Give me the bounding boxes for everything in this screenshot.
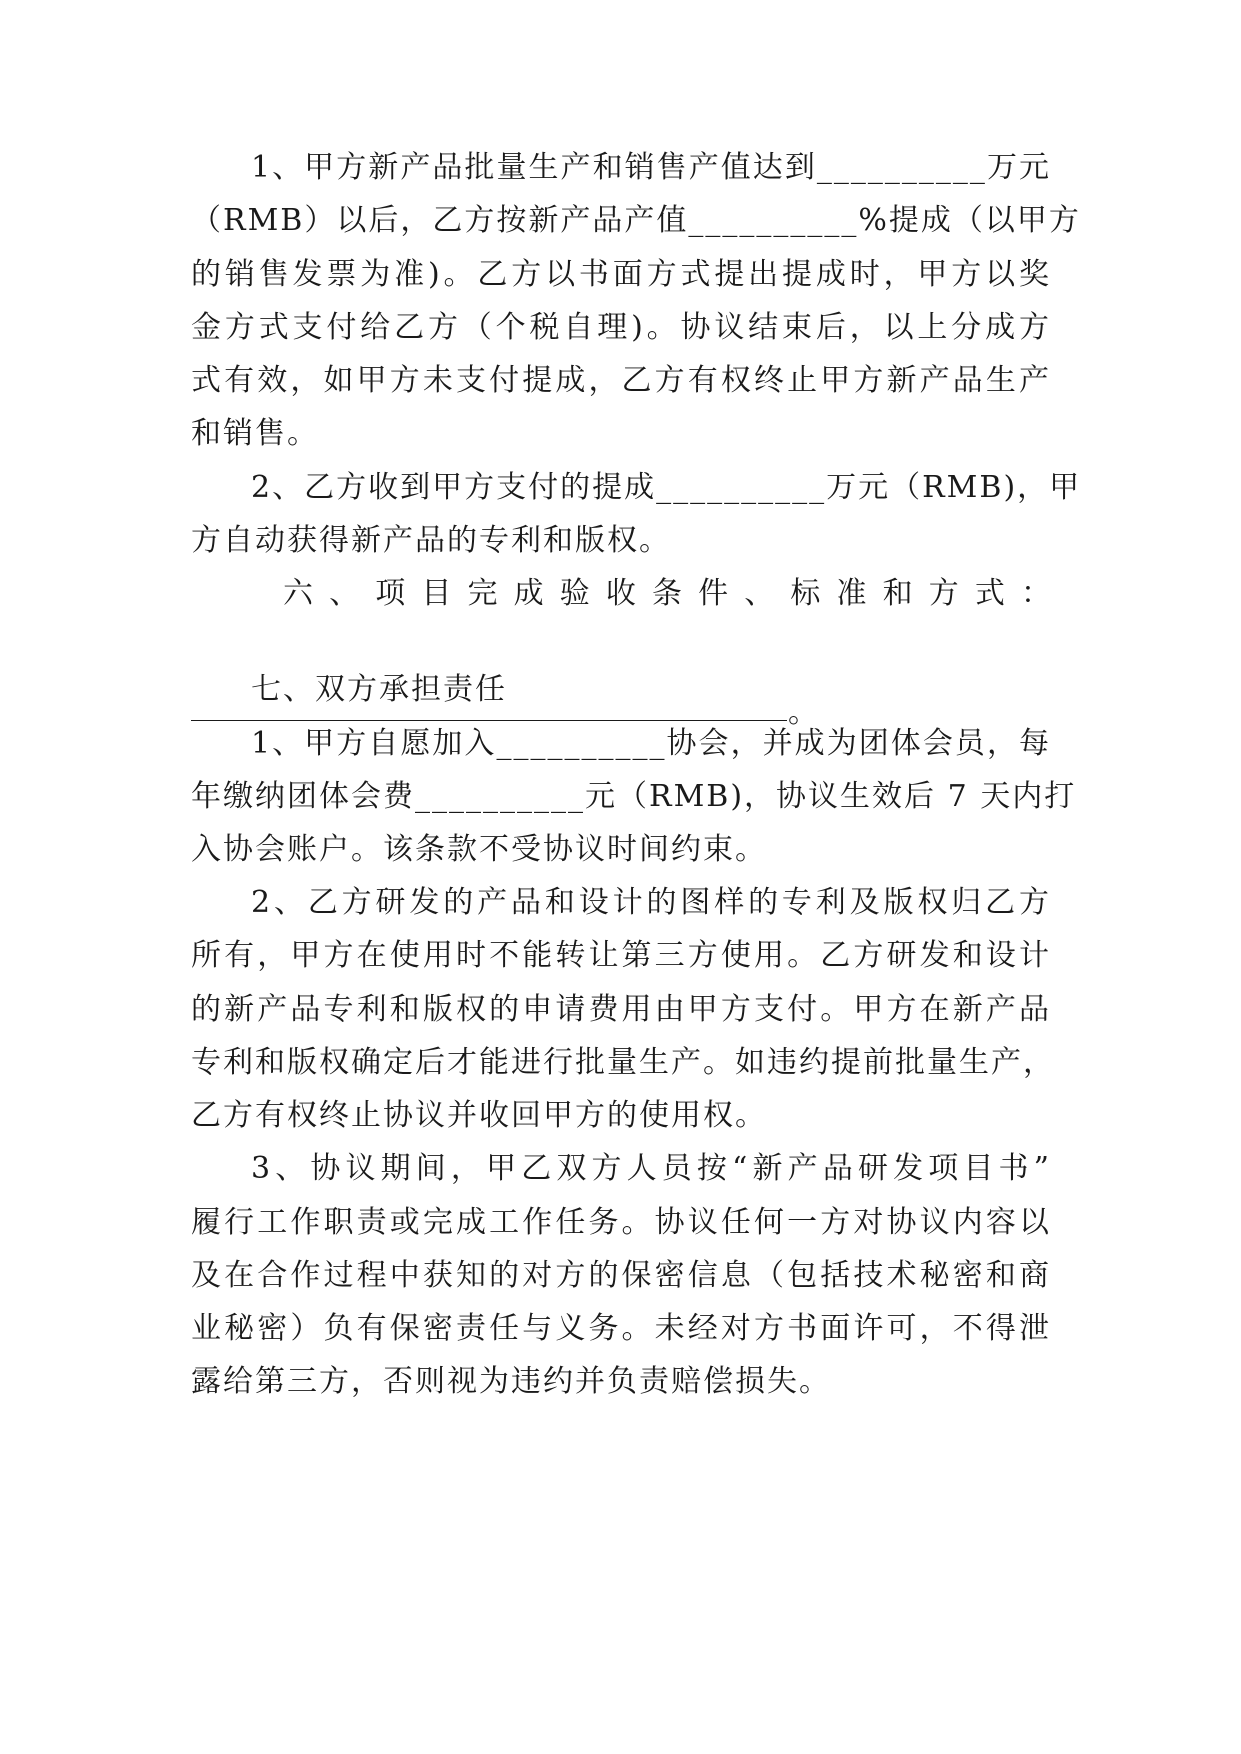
- paragraph-line: 乙方有权终止协议并收回甲方的使用权。: [191, 1098, 767, 1133]
- paragraph-line: 和销售。: [191, 416, 319, 451]
- paragraph-line: 所有，甲方在使用时不能转让第三方使用。乙方研发和设计: [191, 938, 1051, 973]
- paragraph-line: 履行工作职责或完成工作任务。协议任何一方对协议内容以: [191, 1205, 1051, 1240]
- paragraph-line: 露给第三方，否则视为违约并负责赔偿损失。: [191, 1364, 831, 1399]
- section-heading-7: 七、双方承担责任: [251, 672, 507, 707]
- paragraph-line: 及在合作过程中获知的对方的保密信息（包括技术秘密和商: [191, 1258, 1051, 1293]
- paragraph-line: 1、甲方自愿加入__________协会，并成为团体会员，每: [251, 726, 1051, 761]
- paragraph-line: 3、协议期间，甲乙双方人员按“新产品研发项目书”: [251, 1151, 1051, 1186]
- paragraph-line: 的新产品专利和版权的申请费用由甲方支付。甲方在新产品: [191, 992, 1051, 1027]
- paragraph-line: 1、甲方新产品批量生产和销售产值达到__________万元: [251, 150, 1051, 185]
- paragraph-line: 业秘密）负有保密责任与义务。未经对方书面许可，不得泄: [191, 1311, 1051, 1346]
- paragraph-line: 入协会账户。该条款不受协议时间约束。: [191, 832, 767, 867]
- paragraph-line: 金方式支付给乙方（个税自理)。协议结束后，以上分成方: [191, 310, 1051, 345]
- paragraph-line: 式有效，如甲方未支付提成，乙方有权终止甲方新产品生产: [191, 363, 1051, 398]
- paragraph-line: 的销售发票为准)。乙方以书面方式提出提成时，甲方以奖: [191, 257, 1051, 292]
- paragraph-line: 2、乙方收到甲方支付的提成__________万元（RMB)，甲: [251, 470, 1082, 505]
- paragraph-line: 。: [788, 695, 818, 730]
- paragraph-line: 方自动获得新产品的专利和版权。: [191, 523, 671, 558]
- paragraph-line: 专利和版权确定后才能进行批量生产。如违约提前批量生产，: [191, 1045, 1055, 1080]
- section-heading-6: 六、项目完成验收条件、标准和方式：: [283, 576, 1051, 611]
- paragraph-line: 2、乙方研发的产品和设计的图样的专利及版权归乙方: [251, 885, 1051, 920]
- paragraph-line: （RMB）以后，乙方按新产品产值__________%提成（以甲方: [191, 203, 1081, 238]
- paragraph-line: 年缴纳团体会费__________元（RMB)，协议生效后 7 天内打: [191, 779, 1077, 814]
